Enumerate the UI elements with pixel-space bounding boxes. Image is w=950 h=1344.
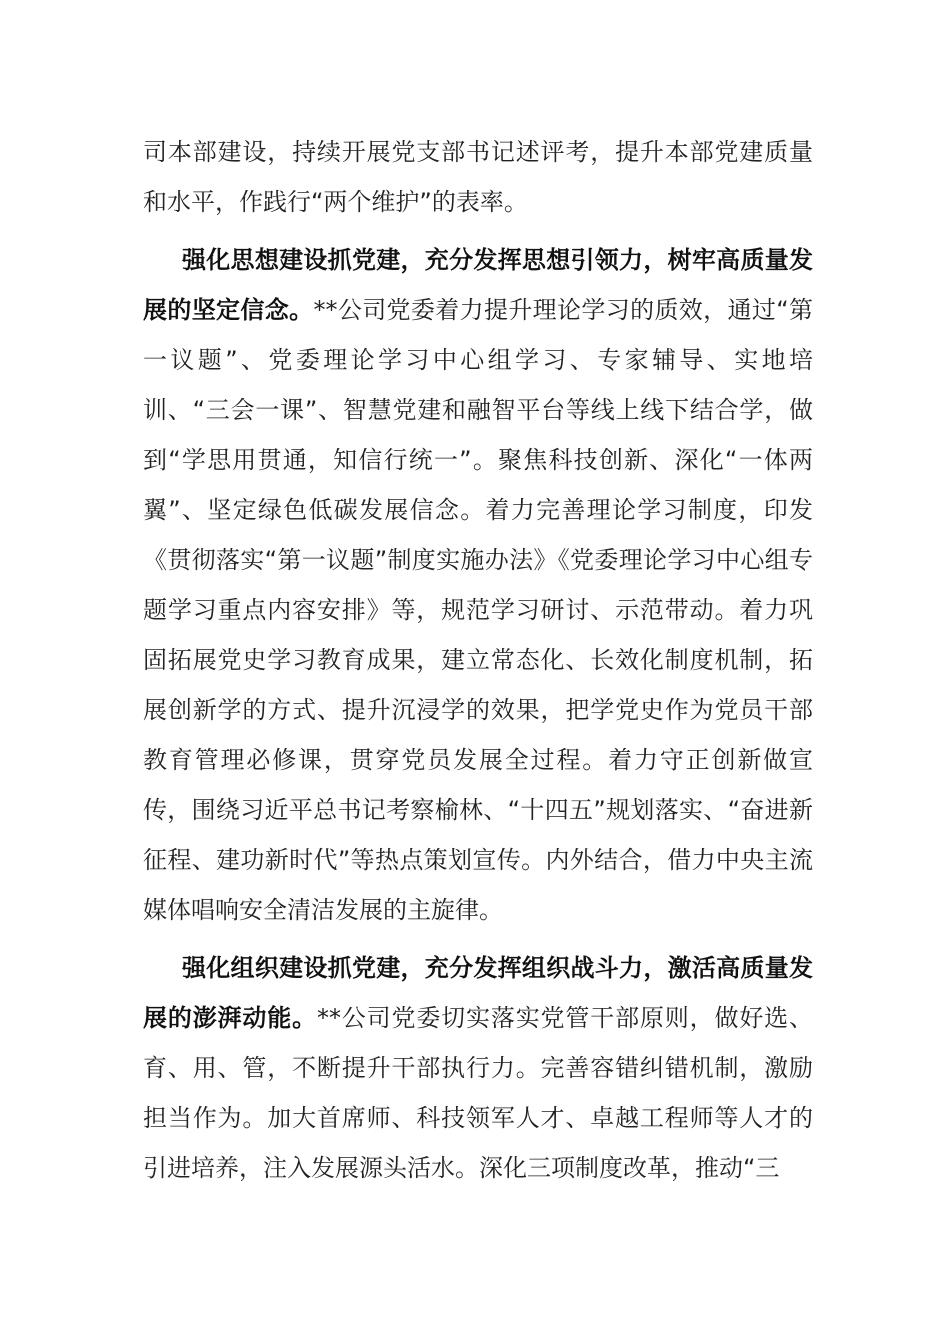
paragraph-body: **公司党委着力提升理论学习的质效，通过“第一议题”、党委理论学习中心组学习、专家辅导、实地培训、“三会一课”、智慧党建和融智平台等线上线下结合学，做到“学思用贯通，知信行统一”。聚焦科技创新、深化“一体两翼”、坚定绿色低碳发展信念。着力完善理论学习制度，印发《贯彻落实“第一议题”制度实施办法》《党委理论学习中心组专题学习重点内容安排》等，规范学习研讨、示范带动。着力巩固拓展党史学习教育成果，建立常态化、长效化制度机制，拓展创新学的方式、提升沉浸学的效果，把学党史作为党员干部教育管理必修课，贯穿党员发展全过程。着力守正创新做宣传，围绕习近平总书记考察榆林、“十四五”规划落实、“奋进新征程、建功新时代”等热点策划宣传。内外结合，借力中央主流媒体唱响安全清洁发展的主旋律。 (143, 296, 813, 924)
paragraph-body: 司本部建设，持续开展党支部书记述评考，提升本部党建质量和水平，作践行“两个维护”的表率。 (143, 138, 813, 216)
paragraph-heading: 强化思想建设抓党建，充分发挥思想引领力，树牢高质量发展的坚定信念。 (143, 246, 813, 324)
paragraph-ideology (143, 235, 813, 935)
paragraph-heading: 强化组织建设抓党建，充分发挥组织战斗力，激活高质量发展的澎湃动能。 (143, 954, 813, 1032)
paragraph-body: **公司党委切实落实党管干部原则，做好选、育、用、管，不断提升干部执行力。完善容错纠错机制，激励担当作为。加大首席师、科技领军人才、卓越工程师等人才的引进培养，注入发展源头活水。深化三项制度改革，推动“三 (143, 1004, 814, 1182)
document-body (143, 127, 813, 1201)
paragraph-organization (143, 943, 813, 1193)
paragraph-continued (143, 127, 813, 227)
